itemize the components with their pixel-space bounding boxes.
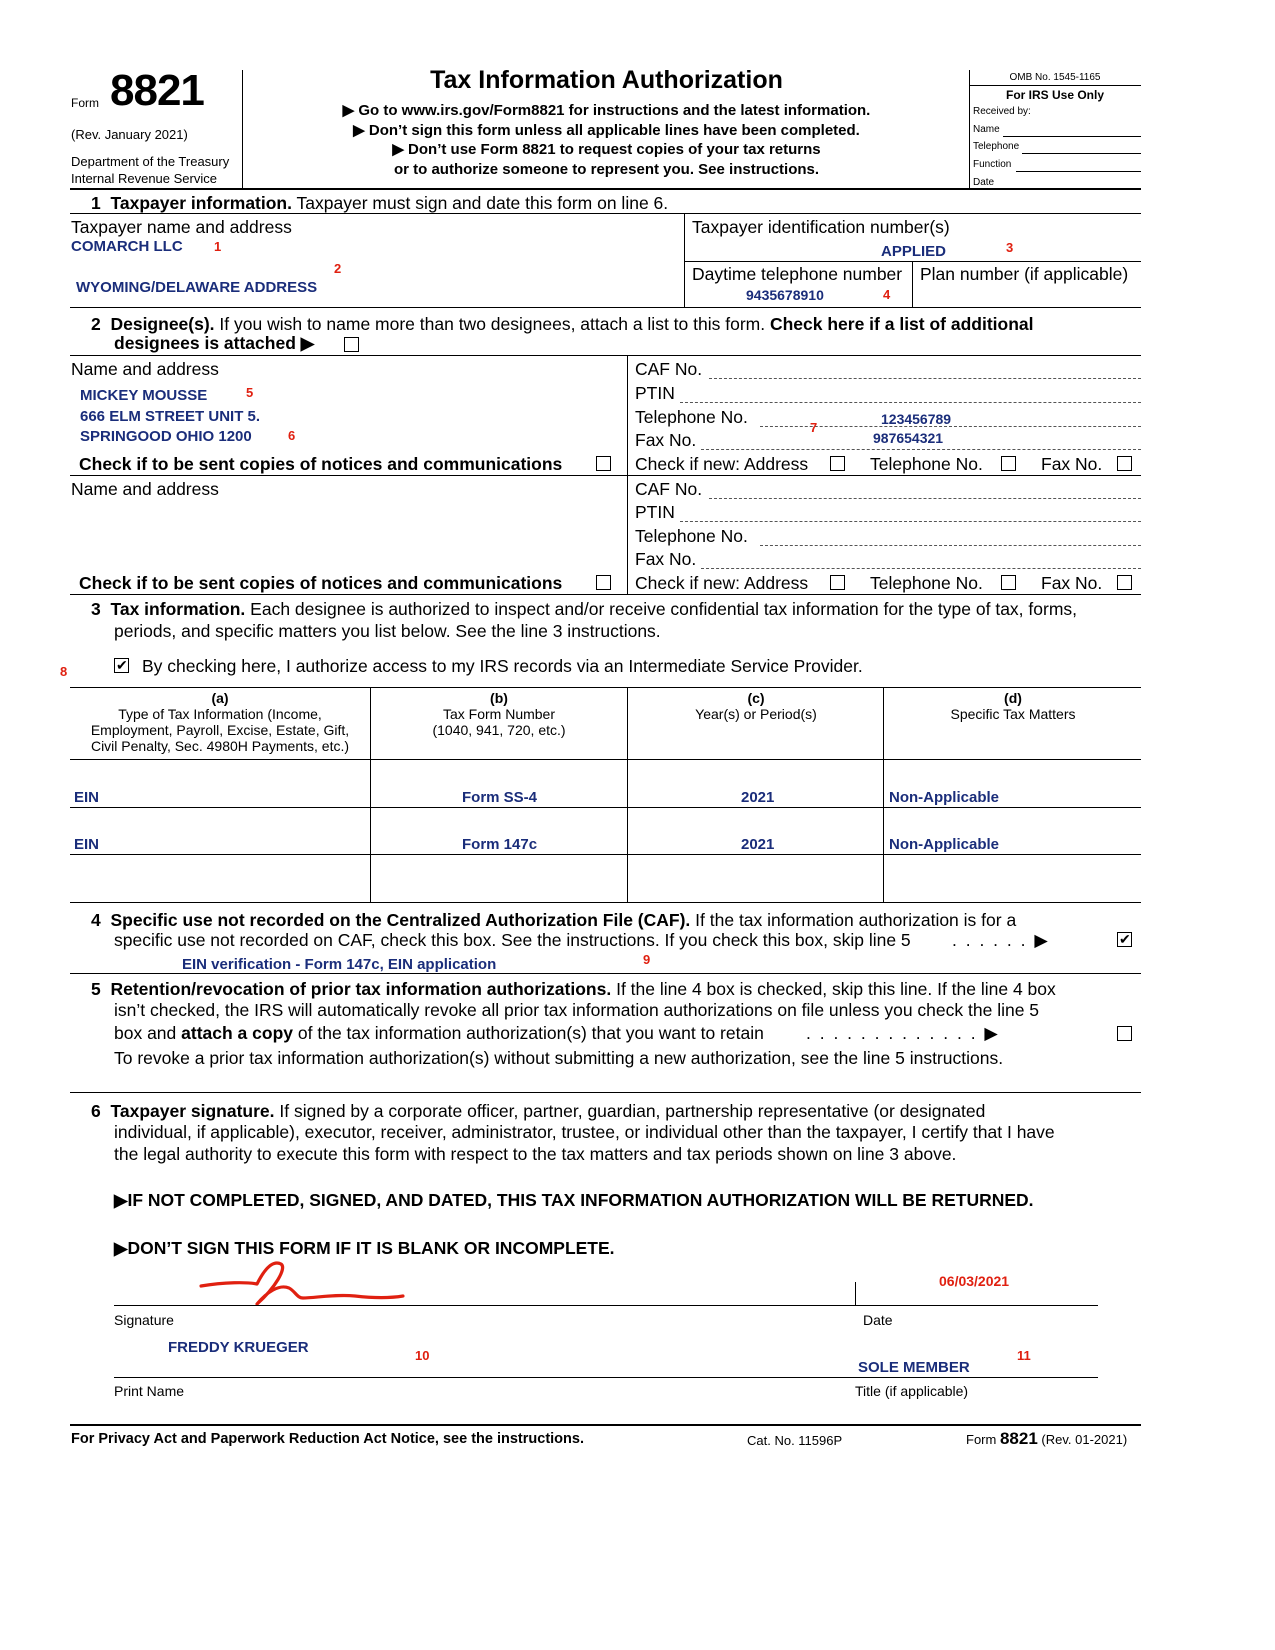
column-letter: (c) [747,690,765,706]
line5-text3 [114,1022,764,1044]
instruction-line: ▶ Go to www.irs.gov/Form8821 for instructions and the latest information. [342,102,871,119]
row2-form-number[interactable]: Form 147c [462,836,538,853]
designee1-send-copies-label: Check if to be sent copies of notices and communications [79,454,563,474]
daytime-phone-field[interactable]: 9435678910 [746,287,824,303]
instruction-line: ▶ Don’t use Form 8821 to request copies of your tax returns [392,141,821,158]
irs-use-only: For IRS Use Only [1005,88,1105,102]
line4-text1: If the tax information authorization is for a [695,910,1017,930]
irs-name-label: Name [973,124,1000,135]
row2-year[interactable]: 2021 [741,836,775,853]
line5-text4: To revoke a prior tax information authorization(s) without submitting a new authorization, see the line 5 instructions. [114,1048,1004,1068]
title-label: Title (if applicable) [855,1383,969,1399]
row1-tax-type[interactable]: EIN [74,789,100,806]
designee1-new-address-checkbox[interactable] [830,456,845,471]
line1-number: 1 [91,193,101,213]
line4-text2: specific use not recorded on CAF, check this box. See the instructions. If you check this box, skip line 5 [114,930,911,950]
column-letter: (d) [1004,690,1022,706]
annotation-marker: 2 [334,261,342,276]
line4-checkbox[interactable] [1117,932,1132,947]
designee1-name-label: Name and address [71,359,219,379]
designee2-new-fax-label: Fax No. [1041,573,1103,593]
designee1-send-copies-checkbox[interactable] [596,456,611,471]
row1-form-number[interactable]: Form SS-4 [462,789,538,806]
column-c-header [628,690,884,722]
form-number: 8821 [110,66,204,115]
annotation-marker: 6 [288,428,296,443]
row2-tax-matters[interactable]: Non-Applicable [889,836,1000,853]
column-header-line: (1040, 941, 720, etc.) [432,722,566,738]
isp-label: By checking here, I authorize access to my IRS records via an Intermediate Service Provider. [142,656,863,676]
line6-number: 6 [91,1101,101,1121]
catalog-number: Cat. No. 11596P [747,1433,843,1448]
column-b-header [371,690,627,738]
line5-text3a: box and [114,1023,177,1043]
line2-check-text: Check here if a list of additional [769,314,1034,334]
line1-text: Taxpayer must sign and date this form on line 6. [296,193,669,213]
form-label: Form [71,96,99,110]
line2-number: 2 [91,314,101,334]
designee1-address2-field[interactable]: SPRINGOOD OHIO 1200 [80,428,252,445]
tin-field[interactable]: APPLIED [881,243,947,260]
footer-form-number: 8821 [999,1429,1038,1448]
designee1-new-telephone-checkbox[interactable] [1001,456,1016,471]
annotation-marker: 8 [60,664,68,679]
line4-heading: Specific use not recorded on the Centralized Authorization File (CAF). [110,910,691,930]
line3-section [91,598,1141,620]
designee1-new-telephone-label: Telephone No. [870,454,983,474]
annotation-marker: 3 [1006,240,1014,255]
designees-attached-checkbox[interactable] [344,337,359,352]
row1-year[interactable]: 2021 [741,789,775,806]
instruction-line: ▶ Don’t sign this form unless all applicable lines have been completed. [353,121,860,139]
print-name-field[interactable]: FREDDY KRUEGER [168,1339,309,1356]
department: Department of the Treasury [71,154,230,169]
line5-text3c: of the tax information authorization(s) that you want to retain [297,1023,764,1043]
annotation-marker: 4 [883,287,891,302]
irs-function-label: Function [973,159,1012,170]
line6-text3: the legal authority to execute this form with respect to the tax matters and tax periods shown on line 3 above. [114,1144,957,1164]
line5-attach-copy: attach a copy [181,1023,294,1043]
agency: Internal Revenue Service [71,171,217,186]
column-header-line: Civil Penalty, Sec. 4980H Payments, etc.) [90,738,350,754]
designee1-check-new-label: Check if new: Address [635,454,809,474]
irs-telephone-label: Telephone [973,141,1020,152]
line6-heading: Taxpayer signature. [110,1101,275,1121]
line4-leader: . . . . . . ▶ [952,930,1050,950]
line3-text1: Each designee is authorized to inspect and/or receive confidential tax information for the type of tax, forms, [250,599,1078,619]
line3-number: 3 [91,599,101,619]
taxpayer-name-field[interactable]: COMARCH LLC [71,238,183,255]
designee2-ptin-label: PTIN [635,502,675,522]
line5-text1: If the line 4 box is checked, skip this line. If the line 4 box [616,979,1056,999]
line4-specific-use-field[interactable]: EIN verification - Form 147c, EIN application [182,956,497,973]
line6-text2: individual, if applicable), executor, receiver, administrator, trustee, or individual other than the taxpayer, I certify that I have [114,1122,1055,1142]
line1-section [91,192,668,214]
annotation-marker: 9 [643,952,651,967]
line2-heading: Designee(s). [110,314,215,334]
column-header-line: Specific Tax Matters [950,706,1076,722]
taxpayer-name-label: Taxpayer name and address [71,217,292,237]
received-by-label: Received by: [973,106,1031,117]
line1-heading: Taxpayer information. [110,193,292,213]
designee1-caf-label: CAF No. [635,359,703,379]
designee2-caf-label: CAF No. [635,479,703,499]
title-field[interactable]: SOLE MEMBER [858,1359,970,1376]
designee1-ptin-label: PTIN [635,383,675,403]
header-instructions [243,101,970,179]
annotation-marker: 1 [214,239,222,254]
privacy-notice: For Privacy Act and Paperwork Reduction Act Notice, see the instructions. [71,1431,584,1447]
row2-tax-type[interactable]: EIN [74,836,100,853]
designee1-fax-label: Fax No. [635,430,697,450]
annotation-marker: 7 [810,420,818,435]
designee1-address1-field[interactable]: 666 ELM STREET UNIT 5. [80,408,261,425]
column-header-line: Tax Form Number [442,706,556,722]
designee1-telephone-label: Telephone No. [635,407,748,427]
line3-text2: periods, and specific matters you list below. See the line 3 instructions. [114,621,661,641]
annotation-marker: 5 [246,385,254,400]
line5-leader: . . . . . . . . . . . . . ▶ [806,1023,1000,1043]
line6-text1: If signed by a corporate officer, partner, guardian, partnership representative (or designated [279,1101,986,1121]
signature-label: Signature [114,1312,174,1328]
irs-date-label: Date [973,177,995,188]
designee1-telephone-field[interactable]: 123456789 [881,411,952,427]
footer-revision: (Rev. 01-2021) [1041,1432,1128,1447]
column-header-line: Year(s) or Period(s) [695,706,817,722]
annotation-marker: 11 [1017,1348,1031,1363]
column-letter: (a) [211,690,229,706]
omb-number: OMB No. 1545-1165 [1009,72,1101,83]
footer-form-word: Form [966,1432,997,1447]
line3-heading: Tax information. [110,599,246,619]
designee2-new-address-checkbox[interactable] [830,575,845,590]
designee2-send-copies-checkbox[interactable] [596,575,611,590]
annotation-marker: 10 [415,1348,430,1363]
designee2-send-copies-label: Check if to be sent copies of notices and communications [79,573,563,593]
tin-label: Taxpayer identification number(s) [692,217,950,237]
line6-warning-returned: ▶IF NOT COMPLETED, SIGNED, AND DATED, THIS TAX INFORMATION AUTHORIZATION WILL BE RETURNED. [114,1190,1034,1210]
column-letter: (b) [490,690,508,706]
designee1-new-fax-checkbox[interactable] [1117,456,1132,471]
line5-text2: isn’t checked, the IRS will automatically revoke all prior tax information authorizations on file unless you check the line 5 [114,1000,1040,1020]
row1-tax-matters[interactable]: Non-Applicable [889,789,1000,806]
line5-heading: Retention/revocation of prior tax information authorizations. [110,979,612,999]
date-field[interactable]: 06/03/2021 [939,1273,1010,1289]
line5-number: 5 [91,979,101,999]
daytime-phone-label: Daytime telephone number [692,264,903,284]
designee2-telephone-label: Telephone No. [635,526,748,546]
designee2-name-label: Name and address [71,479,219,499]
column-d-header [885,690,1141,722]
designee2-fax-label: Fax No. [635,549,697,569]
taxpayer-address-field[interactable]: WYOMING/DELAWARE ADDRESS [76,279,318,296]
designee2-new-telephone-checkbox[interactable] [1001,575,1016,590]
line4-number: 4 [91,910,101,930]
form-revision: (Rev. January 2021) [71,127,188,142]
plan-number-label: Plan number (if applicable) [920,264,1129,284]
instruction-line: or to authorize someone to represent you. See instructions. [393,160,820,178]
line2-text: If you wish to name more than two designees, attach a list to this form. [219,314,766,334]
line6-warning-blank: ▶DON’T SIGN THIS FORM IF IT IS BLANK OR INCOMPLETE. [114,1238,615,1258]
designee1-fax-field[interactable]: 987654321 [873,430,944,446]
line5-checkbox[interactable] [1117,1026,1132,1041]
designee2-new-telephone-label: Telephone No. [870,573,983,593]
designee1-name-field[interactable]: MICKEY MOUSSE [80,387,208,404]
column-header-line: Type of Tax Information (Income, [118,706,322,722]
date-label: Date [863,1312,893,1328]
line6-section [91,1100,1121,1122]
column-header-line: Employment, Payroll, Excise, Estate, Gift, [90,722,350,738]
designee2-new-fax-checkbox[interactable] [1117,575,1132,590]
isp-checkbox[interactable] [114,658,129,673]
print-name-label: Print Name [114,1383,185,1399]
designee1-new-fax-label: Fax No. [1041,454,1103,474]
form-title: Tax Information Authorization [430,66,783,94]
line5-section [91,978,1101,1000]
line4-section [91,909,1101,931]
footer-form-id [966,1429,1127,1449]
designee2-check-new-label: Check if new: Address [635,573,809,593]
designees-attached-label: designees is attached ▶ [114,333,315,353]
column-a-header [70,690,370,754]
